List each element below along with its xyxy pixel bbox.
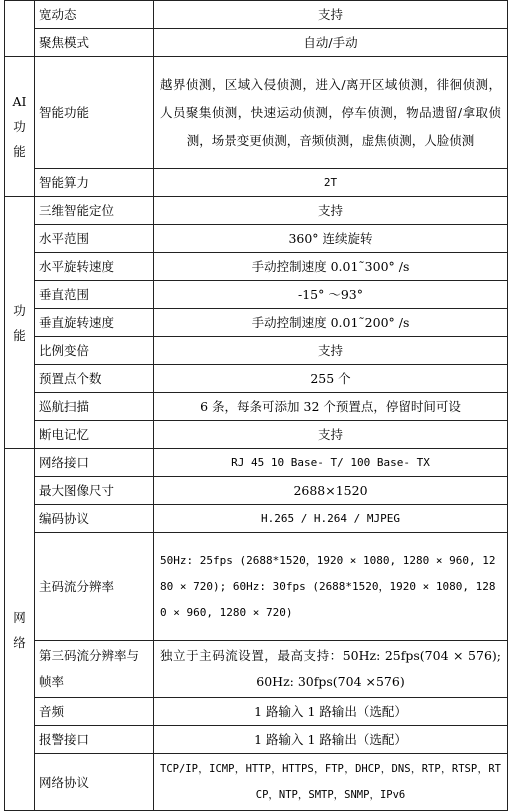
table-row bbox=[5, 641, 508, 698]
table-row bbox=[5, 169, 508, 197]
table-row bbox=[5, 337, 508, 365]
row-value: TCP/IP，ICMP，HTTP，HTTPS，FTP，DHCP，DNS，RTP，RTSP，RTCP，NTP，SMTP，SNMP，IPv6 bbox=[154, 754, 508, 811]
row-value: H.265 / H.264 / MJPEG bbox=[154, 505, 508, 533]
table-row bbox=[5, 225, 508, 253]
table-row bbox=[5, 1, 508, 29]
table-row bbox=[5, 57, 508, 169]
row-label: 垂直范围 bbox=[35, 281, 154, 309]
table-row bbox=[5, 698, 508, 726]
row-value: 50Hz: 25fps (2688*1520，1920 × 1080, 1280 × 960, 1280 × 720); 60Hz: 30fps (2688*1520，1920 × 1080, 1280 × 960, 1280 × 720) bbox=[154, 533, 508, 641]
category-ai: AI功能 bbox=[5, 57, 35, 197]
row-label: 报警接口 bbox=[35, 726, 154, 754]
row-label: 巡航扫描 bbox=[35, 393, 154, 421]
spec-table bbox=[4, 0, 508, 811]
row-label: 水平范围 bbox=[35, 225, 154, 253]
table-row bbox=[5, 29, 508, 57]
row-value: 独立于主码流设置，最高支持：50Hz: 25fps(704 × 576); 60Hz: 30fps(704 ×576) bbox=[154, 641, 508, 698]
row-label: 宽动态 bbox=[35, 1, 154, 29]
table-row bbox=[5, 197, 508, 225]
category-function: 功能 bbox=[5, 197, 35, 449]
table-row bbox=[5, 449, 508, 477]
empty-category-cell bbox=[5, 1, 35, 57]
row-label: 编码协议 bbox=[35, 505, 154, 533]
row-value: 手动控制速度 0.01˜300° /s bbox=[154, 253, 508, 281]
row-value: 手动控制速度 0.01˜200° /s bbox=[154, 309, 508, 337]
row-value: 360° 连续旋转 bbox=[154, 225, 508, 253]
row-value: 2688×1520 bbox=[154, 477, 508, 505]
table-row bbox=[5, 281, 508, 309]
row-label: 智能功能 bbox=[35, 57, 154, 169]
row-value: 255 个 bbox=[154, 365, 508, 393]
row-value: 支持 bbox=[154, 337, 508, 365]
row-label: 网络接口 bbox=[35, 449, 154, 477]
row-label: 智能算力 bbox=[35, 169, 154, 197]
table-row bbox=[5, 533, 508, 641]
table-row bbox=[5, 505, 508, 533]
row-label: 垂直旋转速度 bbox=[35, 309, 154, 337]
table-row bbox=[5, 365, 508, 393]
row-value: 6 条，每条可添加 32 个预置点，停留时间可设 bbox=[154, 393, 508, 421]
row-value: RJ 45 10 Base- T/ 100 Base- TX bbox=[154, 449, 508, 477]
row-label: 网络协议 bbox=[35, 754, 154, 811]
row-label: 聚焦模式 bbox=[35, 29, 154, 57]
row-label: 断电记忆 bbox=[35, 421, 154, 449]
table-row bbox=[5, 726, 508, 754]
table-row bbox=[5, 421, 508, 449]
table-row bbox=[5, 393, 508, 421]
row-value: 1 路输入 1 路输出（选配） bbox=[154, 698, 508, 726]
row-value: 支持 bbox=[154, 197, 508, 225]
row-label: 水平旋转速度 bbox=[35, 253, 154, 281]
row-label: 音频 bbox=[35, 698, 154, 726]
row-label: 比例变倍 bbox=[35, 337, 154, 365]
row-value: 越界侦测，区域入侵侦测，进入/离开区域侦测，徘徊侦测，人员聚集侦测，快速运动侦测，停车侦测，物品遗留/拿取侦测，场景变更侦测，音频侦测，虚焦侦测，人脸侦测 bbox=[154, 57, 508, 169]
table-row bbox=[5, 309, 508, 337]
row-value: 自动/手动 bbox=[154, 29, 508, 57]
row-label: 第三码流分辨率与帧率 bbox=[35, 641, 154, 698]
row-value: 支持 bbox=[154, 1, 508, 29]
table-row bbox=[5, 253, 508, 281]
row-value: -15° ～93° bbox=[154, 281, 508, 309]
row-label: 三维智能定位 bbox=[35, 197, 154, 225]
category-network: 网络 bbox=[5, 449, 35, 811]
row-label: 主码流分辨率 bbox=[35, 533, 154, 641]
row-value: 2T bbox=[154, 169, 508, 197]
row-label: 最大图像尺寸 bbox=[35, 477, 154, 505]
table-row bbox=[5, 754, 508, 811]
table-row bbox=[5, 477, 508, 505]
row-value: 1 路输入 1 路输出（选配） bbox=[154, 726, 508, 754]
row-label: 预置点个数 bbox=[35, 365, 154, 393]
row-value: 支持 bbox=[154, 421, 508, 449]
